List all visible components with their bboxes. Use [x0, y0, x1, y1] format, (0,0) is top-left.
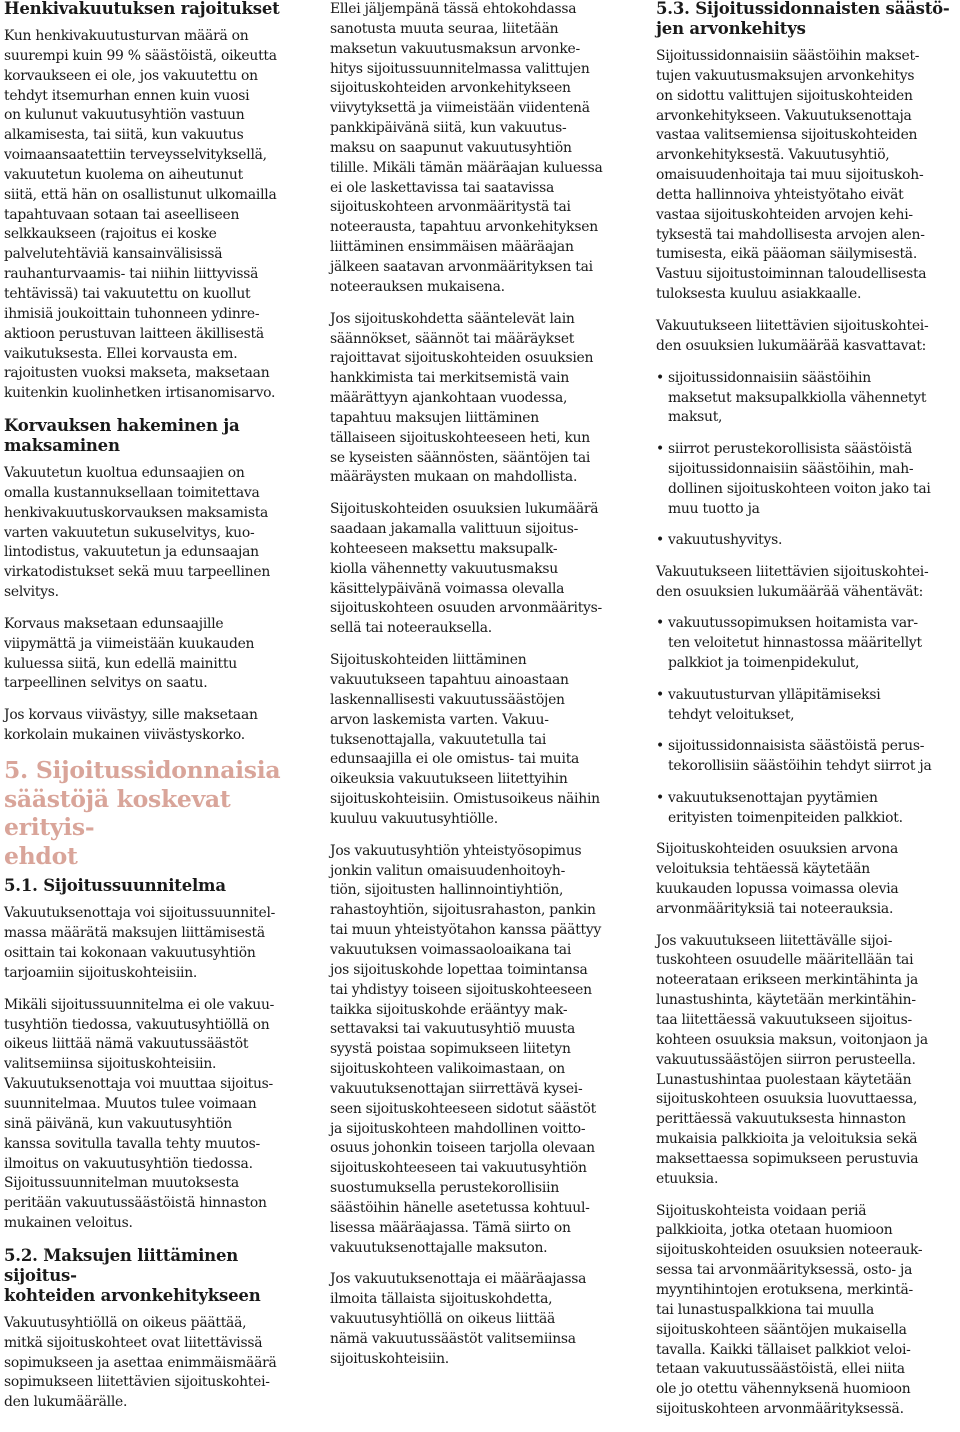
bullet-icon: • — [656, 532, 664, 549]
paragraph-korvaus-viivastys: Jos korvaus viivästyy, sille maksetaan korkolain mukainen viivästyskorko. — [4, 707, 258, 744]
paragraph-middle-1: Ellei jäljempänä tässä ehtokohdassa sanotusta muuta seuraa, liitetään maksetun vakuutusmaksun arvonke- hitys sijoitussuunnitelmassa valittujen sijoituskohteiden arvonkehitykseen viivytyksettä ja viimeistään viidentenä pankkipäivänä siitä, kun vakuutus- maksu on saapunut vakuutusyhtiön tilille. Mikäli tämän määräajan kuluessa ei ole laskettavissa tai saatavissa sijoituskohteen arvonmääritystä tai noteerausta, tapahtuu arvonkehityksen liittäminen ensimmäisen määräajan jälkeen saatavan arvonmäärityksen tai noteerauksen mukaisena. — [330, 1, 603, 295]
paragraph-korvaus-selvitys: Vakuutetun kuoltua edunsaajien on omalla kustannuksellaan toimitettava henkivakuutuskorvauksen maksamista varten vakuutetun sukuselvitys, kuo- lintodistus, vakuutetun ja edunsaajan virkatodistukset sekä muu tarpeellinen selvitys. — [4, 465, 271, 601]
paragraph-5-1-b: Mikäli sijoitussuunnitelma ei ole vakuu- tusyhtiön tiedossa, vakuutusyhtiöllä on oikeus liittää nämä vakuutussäästöt valitsemiinsa sijoituskohteisiin. Vakuutuksenottaja voi muuttaa sijoitus- suunnitelmaa. Muutos tulee voimaan sinä päivänä, kun vakuutusyhtiön kanssa sovitulla tavalla tehty muutos- ilmoitus on vakuutusyhtiön tiedossa. Sijoitussuunnitelman muutoksesta peritään vakuutussäästöistä hinnaston mukainen veloitus. — [4, 996, 275, 1232]
paragraph-right-6: Sijoituskohteista voidaan periä palkkioita, jotka otetaan huomioon sijoituskohteiden osuuksien noteerauk- sessa tai arvonmäärityksessä, osto- ja myyntihintojen erotuksena, merkintä- tai lunastuspalkkiona tai muulla sijoituskohteen sääntöjen mukaisella tavalla. Kaikki tällaiset palkkiot veloi- tetaan vakuutussäästöistä, ellei niita ole jo otettu vähennyksenä huomioon sijoituskohteen arvonmäärityksessä. — [656, 1202, 923, 1418]
paragraph-right-5: Jos vakuutukseen liitettävälle sijoi- tuskohteen osuudelle määritellään tai noteerataan erikseen merkintähinta ja lunastushinta, käytetään merkintähin- taa liitettäessä vakuutukseen sijoitus- kohteen osuuksia maksun, voitonjaon ja vakuutussäästöjen siirron perusteella. Lunastushintaa puolestaan käytetään sijoituskohteen osuuksia luovuttaessa, perittäessä vakuutuksesta hinnaston mukaisia palkkioita ja veloituksia sekä maksettaessa sopimukseen perustuvia etuuksia. — [656, 932, 928, 1187]
bullet-icon: • — [656, 615, 664, 632]
right-column — [656, 0, 958, 1432]
section-heading-5: 5. Sijoitussidonnaisia säästöjä koskevat erityis- ehdot — [4, 756, 281, 870]
paragraph-right-1: Sijoitussidonnaisiin säästöihin makset- tujen vakuutusmaksujen arvonkehitys on sidottu valittujen sijoituskohteiden arvonkehitykseen. Vakuutuksenottaja vastaa valitsemiensa sijoituskohteiden arvonkehityksestä. Vakuutusyhtiö, omaisuudenhoitaja tai muu sijoituskoh- detta hallinnoiva yhteistyötaho eivät vastaa sijoituskohteiden arvojen kehi- tyksestä tai mahdollisesta arvojen alen- tumisesta, eikä pääoman säilymisestä. Vastuu sijoitustoiminnan taloudellisesta tuloksesta kuuluu asiakkaalle. — [656, 48, 927, 303]
paragraph-middle-6: Jos vakuutuksenottaja ei määräajassa ilmoita tällaista sijoituskohdetta, vakuutusyhtiöllä on oikeus liittää nämä vakuutussäästöt valitsemiinsa sijoituskohteisiin. — [330, 1271, 587, 1367]
paragraph-middle-5: Jos vakuutusyhtiön yhteistyösopimus jonkin valitun omaisuudenhoitoyh- tiön, sijoitusten hallinnointiyhtiön, rahastoyhtiön, sijoitusrahaston, pankin tai muun yhteistyötahon kanssa päättyy vakuutuksen voimassaoloaikana tai jos sijoituskohde lopettaa toimintansa tai yhdistyy toiseen sijoituskohteeseen taikka sijoituskohde erääntyy mak- settavaksi tai vakuutusyhtiö muusta syystä poistaa sopimukseen liitetyn sijoituskohteen valikoimastaan, on vakuutuksenottajan siirrettävä kysei- seen sijoituskohteeseen sidotut säästöt ja sijoituskohteen mahdollinen voitto- osuus johonkin toiseen tarjolla olevaan sijoituskohteeseen tai vakuutusyhtiön suostumuksella perustekorollisiin säästöihin hänelle asetetussa kohtuul- lisessa määräajassa. Tämä siirto on vakuutuksenottajalle maksuton. — [330, 842, 602, 1256]
heading-henkivakuutuksen-rajoitukset: Henkivakuutuksen rajoitukset — [4, 0, 280, 18]
list-item: • vakuutusturvan ylläpitämiseksi tehdyt veloitukset, — [656, 686, 881, 723]
list-item: • sijoitussidonnaisiin säästöihin maksetut maksupalkkiolla vähennetyt maksut, — [656, 369, 927, 426]
heading-5-2: 5.2. Maksujen liittäminen sijoitus- kohteiden arvonkehitykseen — [4, 1245, 261, 1305]
heading-5-1: 5.1. Sijoitussuunnitelma — [4, 876, 226, 896]
paragraph-middle-3: Sijoituskohteiden osuuksien lukumäärä saadaan jakamalla valittuun sijoitus- kohteeseen maksettu maksupalk- kiolla vähennetty vakuutusmaksu käsittelypäivänä voimassa olevalla sijoituskohteen osuuden arvonmääritys- sellä tai noteerauksella. — [330, 501, 602, 637]
middle-column — [330, 0, 632, 1382]
paragraph-right-4: Sijoituskohteiden osuuksien arvona veloituksia tehtäessä käytetään kuukauden lopussa voimassa olevia arvonmäärityksiä tai noteerauksia. — [656, 841, 899, 917]
paragraph-right-2: Vakuutukseen liitettävien sijoituskohtei- den osuuksien lukumäärää kasvattavat: — [656, 317, 929, 354]
bullet-icon: • — [656, 789, 664, 806]
list-item: • vakuutuksenottajan pyytämien erityisten toimenpiteiden palkkiot. — [656, 789, 903, 826]
paragraph-korvaus-maksetaan: Korvaus maksetaan edunsaajille viipymättä ja viimeistään kuukauden kuluessa siitä, kun edellä mainittu tarpeellinen selvitys on saatu. — [4, 615, 255, 692]
list-increase — [656, 369, 958, 551]
paragraph-5-2: Vakuutusyhtiöllä on oikeus päättää, mitkä sijoituskohteet ovat liitettävissä sopimukseen ja asettaa enimmäismäärä sopimukseen liitettävien sijoituskohtei- den lukumäärälle. — [4, 1314, 277, 1411]
heading-5-3: 5.3. Sijoitussidonnaisten säästö- jen arvonkehitys — [656, 0, 950, 38]
bullet-icon: • — [656, 686, 664, 703]
paragraph-middle-2: Jos sijoituskohdetta sääntelevät lain säännökset, säännöt tai määräykset rajoittavat sijoituskohteiden osuuksien hankkimista tai merkitsemistä vain määrättyyn ajankohtaan vuodessa, tapahtuu maksujen liittäminen tällaiseen sijoituskohteeseen heti, kun se kyseisten säännösten, sääntöjen tai määräysten mukaan on mahdollista. — [330, 310, 594, 486]
paragraph-right-3: Vakuutukseen liitettävien sijoituskohtei- den osuuksien lukumäärää vähentävät: — [656, 563, 929, 600]
heading-korvauksen-hakeminen: Korvauksen hakeminen ja maksaminen — [4, 416, 240, 456]
paragraph-middle-4: Sijoituskohteiden liittäminen vakuutukseen tapahtuu ainoastaan laskennallisesti vakuutussäästöjen arvon laskemista varten. Vakuu- tuksenottajalla, vakuutetulla tai edunsaajilla ei ole omistus- tai muita oikeuksia vakuutukseen liitettyihin sijoituskohteisiin. Omistusoikeus näihin kuuluu vakuutusyhtiölle. — [330, 652, 600, 827]
bullet-icon: • — [656, 738, 664, 755]
bullet-icon: • — [656, 440, 664, 457]
paragraph-5-1-a: Vakuutuksenottaja voi sijoitussuunnitel- massa määrätä maksujen liittämisestä osittain tai kokonaan vakuutusyhtiön tarjoamiin sijoituskohteisiin. — [4, 905, 276, 981]
list-decrease — [656, 614, 958, 828]
bullet-icon: • — [656, 369, 664, 386]
list-item: • vakuutussopimuksen hoitamista var- ten veloitetut hinnastossa määritellyt palkkiot ja toimenpidekulut, — [656, 615, 922, 672]
list-item: • sijoitussidonnaisista säästöistä perus- tekorollisiin säästöihin tehdyt siirrot ja — [656, 738, 932, 775]
paragraph-rajoitukset: Kun henkivakuutusturvan määrä on suurempi kuin 99 % säästöistä, oikeutta korvaukseen ei ole, jos vakuutettu on tehdyt itsemurhan ennen kuin vuosi on kulunut vakuutusyhtiön vastuun alkamisesta, tai siitä, kun vakuutus voimaansaatettiin terveysselvityksellä, vakuutetun kuolema on aiheutunut siitä, että hän on osallistunut ulkomailla tapahtuvaan sotaan tai aseelliseen selkkaukseen (rajoitus ei koske palvelutehtäviä kansainvälisissä rauhanturvaamis- tai niihin liittyvissä tehtävissä) tai vakuutettu on kuollut ihmisiä joukoittain tuhonneen ydinre- aktioon perustuvan laitteen äkillisestä vaikutuksesta. Ellei korvausta em. rajoitusten vuoksi makseta, maksetaan kuitenkin kuolinhetken irtisanomisarvo. — [4, 28, 277, 402]
list-item: • siirrot perustekorollisista säästöistä sijoitussidonnaisiin säästöihin, mah- dollinen sijoituskohteen voiton jako tai muu tuotto ja — [656, 440, 931, 517]
list-item: • vakuutushyvitys. — [656, 531, 958, 551]
left-column — [4, 0, 306, 1425]
